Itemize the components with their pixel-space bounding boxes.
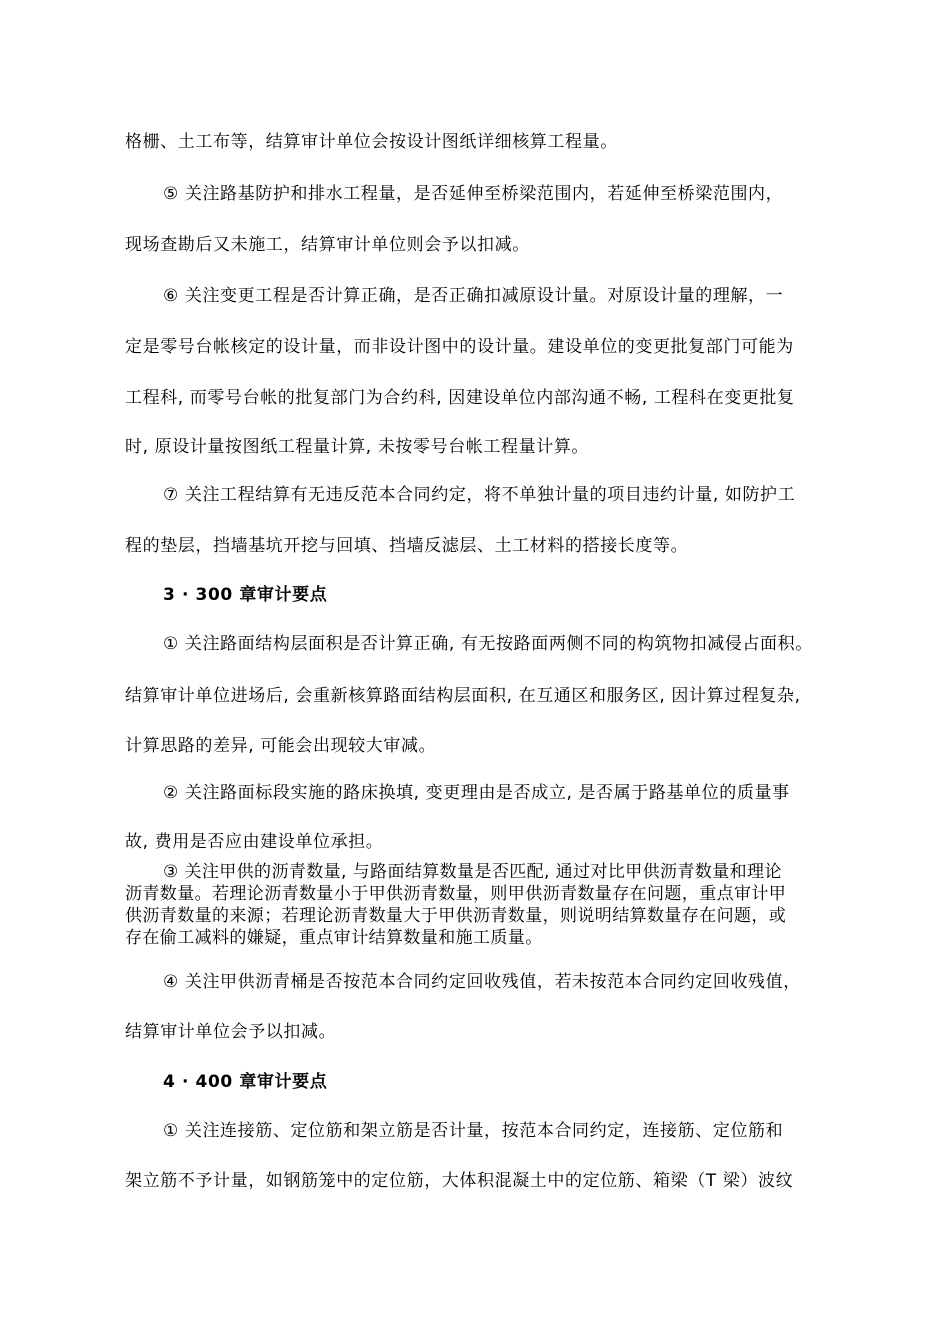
section-heading: 4 · 400 章审计要点 [163,1072,328,1092]
text-line: 定是零号台帐核定的设计量，而非设计图中的设计量。建设单位的变更批复部门可能为 [125,337,794,357]
text-line: 计算思路的差异, 可能会出现较大审减。 [125,736,437,756]
text-line: ③ 关注甲供的沥青数量, 与路面结算数量是否匹配, 通过对比甲供沥青数量和理论 [163,862,782,882]
text-line: ① 关注连接筋、定位筋和架立筋是否计量，按范本合同约定，连接筋、定位筋和 [163,1121,784,1141]
text-line: 现场查勘后又未施工，结算审计单位则会予以扣减。 [125,235,530,255]
text-line: 结算审计单位进场后, 会重新核算路面结构层面积, 在互通区和服务区, 因计算过程复杂, [125,686,801,706]
text-line: 故, 费用是否应由建设单位承担。 [125,832,384,852]
text-line: 存在偷工减料的嫌疑，重点审计结算数量和施工质量。 [125,928,543,948]
text-line: 架立筋不予计量，如钢筋笼中的定位筋，大体积混凝土中的定位筋、箱梁（T 梁）波纹 [125,1171,794,1191]
text-line: ① 关注路面结构层面积是否计算正确, 有无按路面两侧不同的构筑物扣减侵占面积。 [163,634,813,654]
text-line: ② 关注路面标段实施的路床换填, 变更理由是否成立, 是否属于路基单位的质量事 [163,783,790,803]
text-line: 时, 原设计量按图纸工程量计算, 未按零号台帐工程量计算。 [125,437,590,457]
text-line: ⑦ 关注工程结算有无违反范本合同约定，将不单独计量的项目违约计量, 如防护工 [163,485,796,505]
text-line: 沥青数量。若理论沥青数量小于甲供沥青数量，则甲供沥青数量存在问题，重点审计甲 [125,884,787,904]
text-line: ⑤ 关注路基防护和排水工程量，是否延伸至桥梁范围内，若延伸至桥梁范围内， [163,184,784,204]
text-line: 工程科, 而零号台帐的批复部门为合约科, 因建设单位内部沟通不畅, 工程科在变更批复 [125,388,795,408]
text-line: ④ 关注甲供沥青桶是否按范本合同约定回收残值，若未按范本合同约定回收残值， [163,972,801,992]
text-line: ⑥ 关注变更工程是否计算正确，是否正确扣减原设计量。对原设计量的理解，一 [163,286,784,306]
section-heading: 3 · 300 章审计要点 [163,585,328,605]
text-line: 格栅、土工布等，结算审计单位会按设计图纸详细核算工程量。 [125,132,618,152]
text-line: 结算审计单位会予以扣减。 [125,1022,337,1042]
text-line: 供沥青数量的来源；若理论沥青数量大于甲供沥青数量，则说明结算数量存在问题，或 [125,906,787,926]
text-line: 程的垫层，挡墙基坑开挖与回填、挡墙反滤层、土工材料的搭接长度等。 [125,536,689,556]
